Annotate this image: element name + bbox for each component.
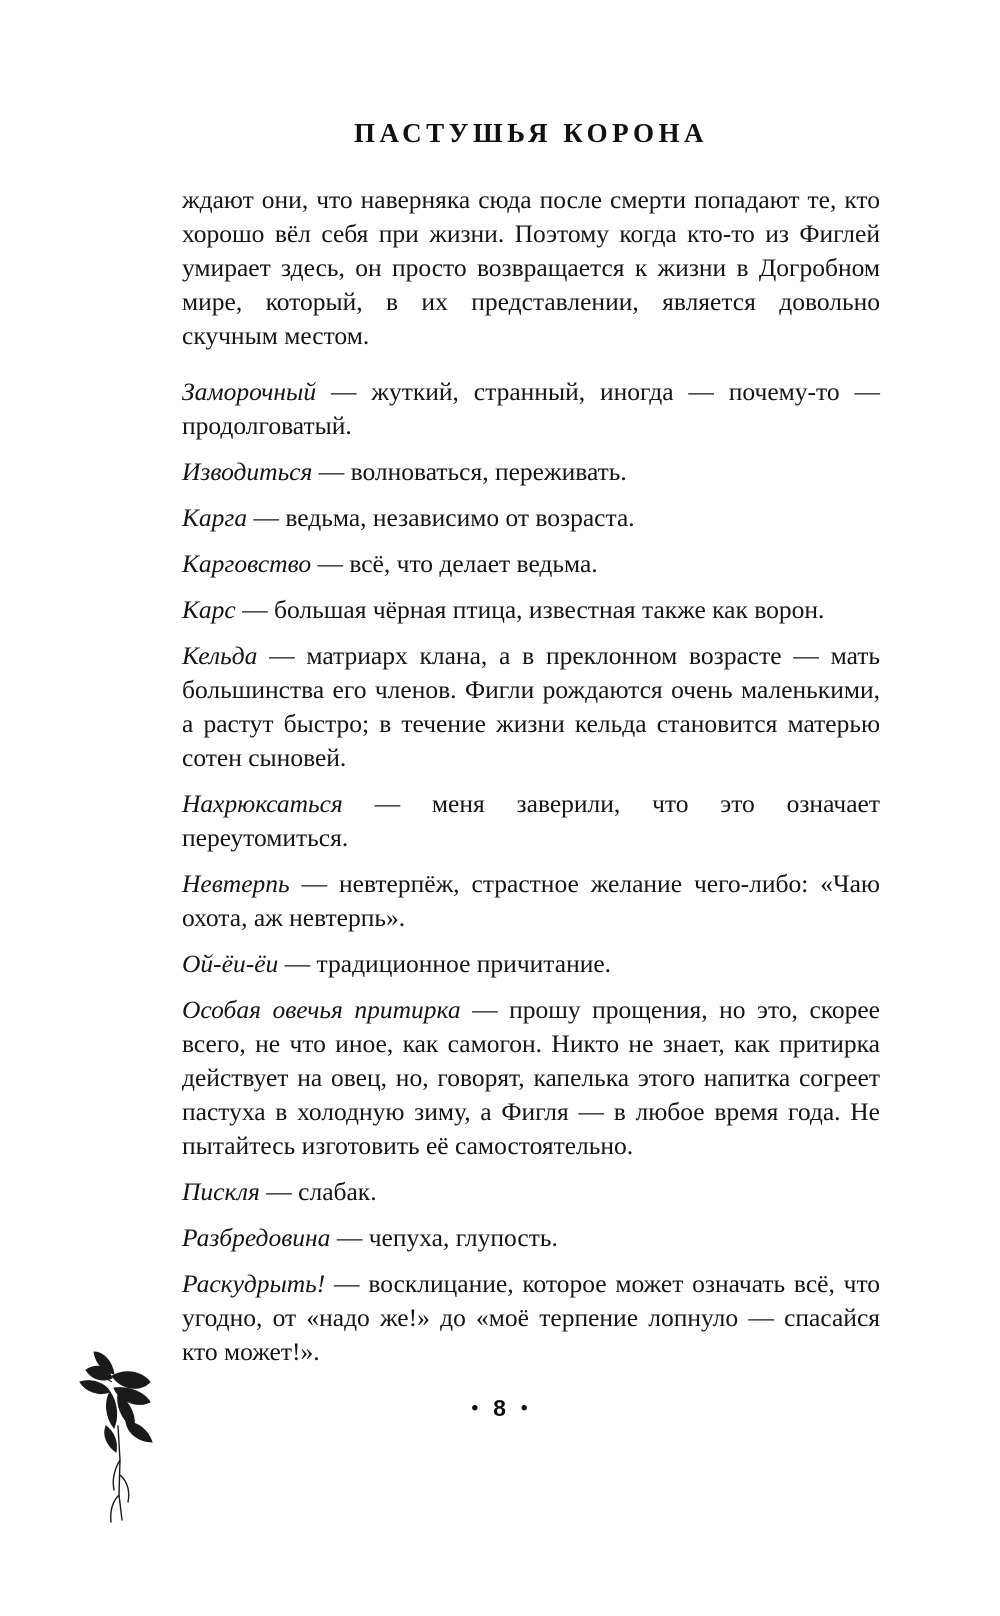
- page-content: [182, 118, 880, 1369]
- glossary-definition: — чепуха, глупость.: [330, 1223, 558, 1252]
- glossary-term: Пискля: [182, 1177, 260, 1206]
- page-number: [457, 1395, 542, 1422]
- glossary-term: Карс: [182, 595, 236, 624]
- glossary-term: Раскудрыть!: [182, 1269, 326, 1298]
- glossary-definition: — традиционное причитание.: [278, 949, 612, 978]
- glossary-entry: [182, 639, 880, 775]
- glossary-term: Невтерпь: [182, 869, 290, 898]
- glossary-entry: [182, 375, 880, 443]
- glossary-entry: [182, 1267, 880, 1369]
- page-footer: [0, 1395, 1000, 1422]
- folio-left-dot: •: [471, 1398, 480, 1419]
- glossary-entry: [182, 455, 880, 489]
- glossary-term: Разбредовина: [182, 1223, 331, 1252]
- glossary-definition: — жуткий, странный, иногда — почему-то — продолговатый.: [182, 377, 880, 440]
- glossary-entry: [182, 993, 880, 1163]
- glossary-term: Заморочный: [182, 377, 317, 406]
- folio-right-dot: •: [520, 1398, 529, 1419]
- glossary-term: Нахрюксаться: [182, 789, 343, 818]
- running-head: ПАСТУШЬЯ КОРОНА: [353, 118, 709, 148]
- glossary-definition: — меня заверили, что это означает переутомиться.: [182, 789, 880, 852]
- glossary-definition: — всё, что делает ведьма.: [311, 549, 598, 578]
- glossary-entry: [182, 1221, 880, 1255]
- glossary-term: Карговство: [182, 549, 312, 578]
- glossary-definition: — матриарх клана, а в преклонном возрасте — мать большинства его членов. Фигли рождаются очень маленькими, а растут быстро; в течение жизни кельда становится матерью сотен сыновей.: [182, 641, 880, 772]
- glossary-entry: [182, 787, 880, 855]
- glossary-definition: — большая чёрная птица, известная также как ворон.: [235, 595, 825, 624]
- glossary-term: Изводиться: [182, 457, 313, 486]
- paragraph-text: ждают они, что наверняка сюда после смерти попадают те, кто хорошо вёл себя при жизни. Поэтому когда кто-то из Фиглей умирает здесь, он просто возвращается к жизни в Догробном мире, который, в их представлении, является довольно скучным местом.: [182, 185, 880, 350]
- glossary-term: Кельда: [182, 641, 258, 670]
- glossary-entry: [182, 593, 880, 627]
- glossary-term: Ой-ёи-ёи: [182, 949, 279, 978]
- paragraph-continuation: [182, 183, 880, 353]
- glossary-definition: — волноваться, переживать.: [312, 457, 627, 486]
- glossary-term: Особая овечья притирка: [182, 995, 461, 1024]
- glossary-definition: — невтерпёж, страстное желание чего-либо: «Чаю охота, аж невтерпь».: [182, 869, 880, 932]
- glossary-entry: [182, 867, 880, 935]
- glossary-entry: [182, 547, 880, 581]
- glossary-entry: [182, 1175, 880, 1209]
- glossary-definition: — восклицание, которое может означать всё, что угодно, от «надо же!» до «моё терпение лопнуло — спасайся кто может!».: [182, 1269, 880, 1366]
- glossary-entry: [182, 947, 880, 981]
- glossary-entry: [182, 501, 880, 535]
- folio-number: 8: [493, 1395, 507, 1421]
- glossary-term: Карга: [182, 503, 248, 532]
- glossary-definition: — ведьма, независимо от возраста.: [247, 503, 635, 532]
- thistle-flower-ornament: [56, 1330, 186, 1530]
- glossary-definition: — прошу прощения, но это, скорее всего, не что иное, как самогон. Никто не знает, как притирка действует на овец, но, говорят, капелька этого напитка согреет пастуха в холодную зиму, а Фигля — в любое время года. Не пытайтесь изготовить её самостоятельно.: [182, 995, 880, 1160]
- glossary-definition: — слабак.: [259, 1177, 377, 1206]
